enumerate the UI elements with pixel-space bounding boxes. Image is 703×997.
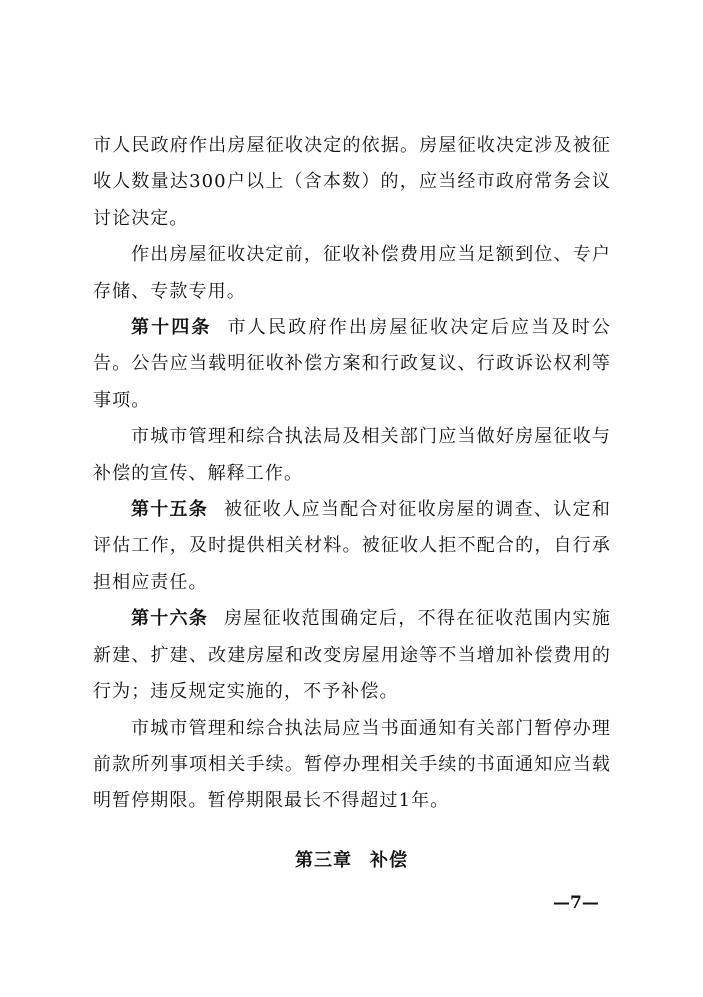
paragraph-text: 市人民政府作出房屋征收决定后应当及时公告。公告应当载明征收补偿方案和行政复议、行政诉讼权利等事项。 bbox=[93, 317, 611, 411]
chapter-heading bbox=[0, 846, 703, 872]
chapter-number: 第三章 bbox=[295, 850, 352, 871]
paragraph-text: 市人民政府作出房屋征收决定的依据。房屋征收决定涉及被征收人数量达300户以上（含本数）的，应当经市政府常务会议讨论决定。 bbox=[93, 135, 611, 229]
paragraph-text: 市城市管理和综合执法局应当书面通知有关部门暂停办理前款所列事项相关手续。暂停办理相关手续的书面通知应当载明暂停期限。暂停期限最长不得超过1年。 bbox=[93, 717, 611, 812]
paragraph-continued bbox=[93, 128, 611, 237]
paragraph-text: 作出房屋征收决定前，征收补偿费用应当足额到位、专户存储、专款专用。 bbox=[93, 244, 611, 302]
paragraph bbox=[93, 419, 611, 492]
paragraph-text: 房屋征收范围确定后，不得在征收范围内实施新建、扩建、改建房屋和改变房屋用途等不当增加补偿费用的行为；违反规定实施的，不予补偿。 bbox=[93, 608, 612, 703]
article-16 bbox=[93, 601, 611, 710]
article-title: 第十五条 bbox=[131, 499, 209, 521]
article-title: 第十四条 bbox=[131, 317, 212, 339]
article-title: 第十六条 bbox=[131, 608, 209, 630]
paragraph bbox=[93, 711, 611, 820]
article-14 bbox=[93, 310, 611, 419]
chapter-title: 补偿 bbox=[370, 850, 408, 871]
page-number: —7— bbox=[553, 893, 599, 913]
article-15 bbox=[93, 492, 611, 601]
body-text bbox=[93, 128, 611, 820]
paragraph-text: 市城市管理和综合执法局及相关部门应当做好房屋征收与补偿的宣传、解释工作。 bbox=[93, 426, 611, 484]
paragraph bbox=[93, 237, 611, 310]
paragraph-text: 被征收人应当配合对征收房屋的调查、认定和评估工作，及时提供相关材料。被征收人拒不配合的，自行承担相应责任。 bbox=[93, 499, 612, 593]
